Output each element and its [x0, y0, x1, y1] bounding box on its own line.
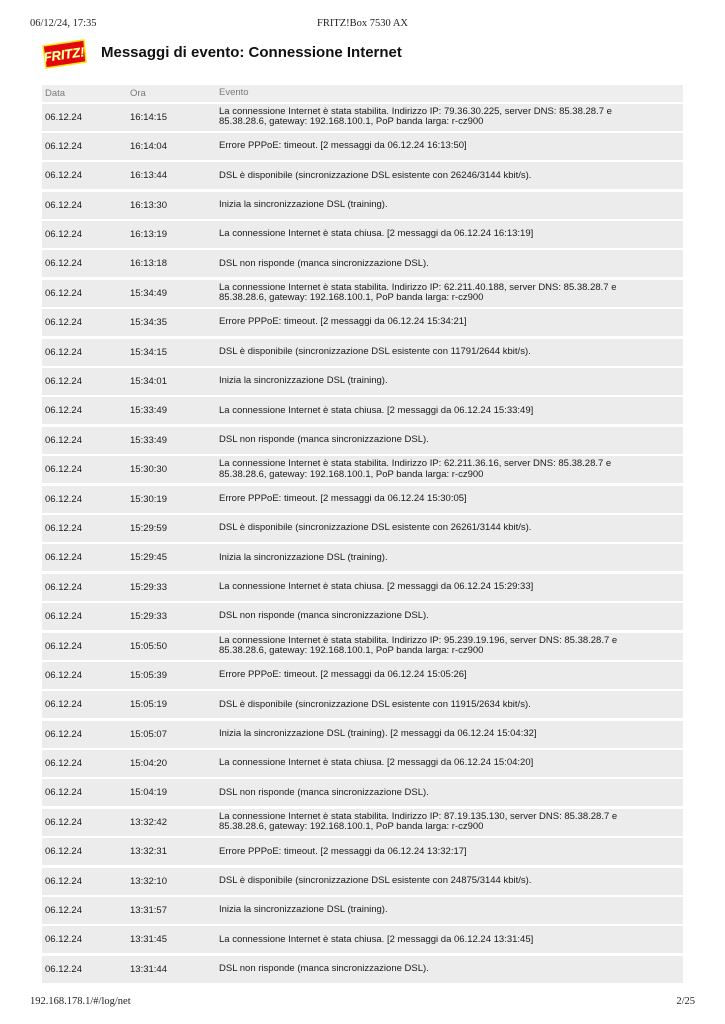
row-time: 13:32:42 — [130, 816, 167, 828]
row-event: La connessione Internet è stata stabilita. Indirizzo IP: 79.36.30.225, server DNS: 85.38.28.7 e 85.38.28.6, gateway: 192.168.100.1, PoP banda larga: r-cz900 — [219, 105, 612, 127]
row-date: 06.12.24 — [45, 728, 82, 740]
table-header — [42, 85, 683, 102]
print-page-number: 2/25 — [676, 996, 695, 1007]
row-date: 06.12.24 — [45, 346, 82, 358]
table-row — [42, 574, 683, 601]
table-row — [42, 721, 683, 748]
row-date: 06.12.24 — [45, 434, 82, 446]
row-time: 15:05:50 — [130, 640, 167, 652]
table-body — [42, 104, 683, 983]
row-date: 06.12.24 — [45, 317, 82, 329]
row-date: 06.12.24 — [45, 758, 82, 770]
row-event: La connessione Internet è stata chiusa. [2 messaggi da 06.12.24 15:04:20] — [219, 757, 534, 769]
row-date: 06.12.24 — [45, 229, 82, 241]
row-event: DSL non risponde (manca sincronizzazione DSL). — [219, 434, 429, 446]
row-time: 15:33:49 — [130, 434, 167, 446]
row-date: 06.12.24 — [45, 522, 82, 534]
row-event: DSL è disponibile (sincronizzazione DSL esistente con 24875/3144 kbit/s). — [219, 874, 532, 886]
row-date: 06.12.24 — [45, 963, 82, 975]
row-date: 06.12.24 — [45, 405, 82, 417]
row-date: 06.12.24 — [45, 699, 82, 711]
row-time: 13:32:10 — [130, 875, 167, 887]
table-row — [42, 192, 683, 219]
row-time: 15:34:01 — [130, 376, 167, 388]
table-row — [42, 691, 683, 718]
row-event: DSL non risponde (manca sincronizzazione DSL). — [219, 963, 429, 975]
table-row — [42, 838, 683, 865]
row-time: 16:14:15 — [130, 111, 167, 123]
row-time: 15:04:19 — [130, 787, 167, 799]
row-date: 06.12.24 — [45, 581, 82, 593]
row-event: La connessione Internet è stata stabilita. Indirizzo IP: 62.211.36.16, server DNS: 85.38.28.7 e 85.38.28.6, gateway: 192.168.100.1, PoP banda larga: r-cz900 — [219, 458, 612, 480]
table-row — [42, 486, 683, 513]
row-time: 15:05:19 — [130, 699, 167, 711]
row-event: Errore PPPoE: timeout. [2 messaggi da 06.12.24 16:13:50] — [219, 140, 467, 152]
row-date: 06.12.24 — [45, 287, 82, 299]
event-log-table — [42, 85, 683, 983]
row-date: 06.12.24 — [45, 669, 82, 681]
row-event: Errore PPPoE: timeout. [2 messaggi da 06.12.24 15:34:21] — [219, 316, 467, 328]
row-event: DSL non risponde (manca sincronizzazione DSL). — [219, 786, 429, 798]
row-date: 06.12.24 — [45, 934, 82, 946]
row-event: La connessione Internet è stata chiusa. [2 messaggi da 06.12.24 15:29:33] — [219, 581, 534, 592]
row-time: 15:34:49 — [130, 287, 167, 299]
table-row — [42, 515, 683, 542]
print-header — [30, 18, 695, 32]
table-row — [42, 633, 683, 660]
svg-text:FRITZ!: FRITZ! — [42, 44, 86, 65]
row-date: 06.12.24 — [45, 846, 82, 858]
row-time: 16:14:04 — [130, 140, 167, 152]
row-date: 06.12.24 — [45, 611, 82, 623]
row-time: 16:13:30 — [130, 199, 167, 211]
table-row — [42, 368, 683, 395]
column-header-date: Data — [45, 88, 66, 99]
table-row — [42, 809, 683, 836]
table-row — [42, 456, 683, 483]
row-date: 06.12.24 — [45, 905, 82, 917]
row-event: La connessione Internet è stata stabilita. Indirizzo IP: 95.239.19.196, server DNS: 85.38.28.7 e 85.38.28.6, gateway: 192.168.100.1, PoP banda larga: r-cz900 — [219, 634, 618, 657]
row-time: 15:29:45 — [130, 552, 167, 564]
table-row — [42, 339, 683, 366]
row-time: 13:32:31 — [130, 846, 167, 858]
table-row — [42, 104, 683, 131]
row-event: La connessione Internet è stata stabilita. Indirizzo IP: 62.211.40.188, server DNS: 85.38.28.7 e 85.38.28.6, gateway: 192.168.100.1, PoP banda larga: r-cz900 — [219, 281, 617, 304]
table-row — [42, 221, 683, 248]
row-event: DSL è disponibile (sincronizzazione DSL esistente con 11791/2644 kbit/s). — [219, 345, 531, 357]
row-time: 15:29:33 — [130, 581, 167, 593]
row-event: Inizia la sincronizzazione DSL (training). — [219, 551, 388, 563]
row-date: 06.12.24 — [45, 464, 82, 476]
row-date: 06.12.24 — [45, 787, 82, 799]
table-row — [42, 162, 683, 189]
row-event: Inizia la sincronizzazione DSL (training). — [219, 375, 388, 387]
row-time: 15:34:15 — [130, 346, 167, 358]
column-header-time: Ora — [130, 88, 146, 99]
row-date: 06.12.24 — [45, 493, 82, 505]
print-title: FRITZ!Box 7530 AX — [316, 18, 408, 29]
row-time: 15:29:59 — [130, 522, 167, 534]
row-event: Inizia la sincronizzazione DSL (training). [2 messaggi da 06.12.24 15:04:32] — [219, 727, 537, 739]
table-row — [42, 309, 683, 336]
row-date: 06.12.24 — [45, 258, 82, 270]
row-date: 06.12.24 — [45, 376, 82, 388]
table-row — [42, 280, 683, 307]
table-row — [42, 750, 683, 777]
row-event: La connessione Internet è stata chiusa. [2 messaggi da 06.12.24 15:33:49] — [219, 404, 534, 416]
row-time: 15:05:07 — [130, 728, 167, 740]
table-row — [42, 662, 683, 689]
row-time: 16:13:44 — [130, 170, 167, 182]
row-event: Errore PPPoE: timeout. [2 messaggi da 06.12.24 13:32:17] — [219, 845, 467, 857]
table-row — [42, 427, 683, 454]
row-event: La connessione Internet è stata stabilita. Indirizzo IP: 87.19.135.130, server DNS: 85.38.28.7 e 85.38.28.6, gateway: 192.168.100.1, PoP banda larga: r-cz900 — [219, 810, 618, 833]
table-row — [42, 603, 683, 630]
table-row — [42, 544, 683, 571]
row-time: 15:04:20 — [130, 758, 167, 770]
row-date: 06.12.24 — [45, 111, 82, 123]
print-datetime: 06/12/24, 17:35 — [30, 18, 97, 29]
row-time: 13:31:44 — [130, 963, 167, 975]
row-date: 06.12.24 — [45, 640, 82, 652]
table-row — [42, 897, 683, 924]
row-time: 16:13:19 — [130, 229, 167, 241]
table-row — [42, 956, 683, 983]
row-date: 06.12.24 — [45, 552, 82, 564]
row-event: DSL non risponde (manca sincronizzazione DSL). — [219, 257, 429, 269]
fritz-logo-icon — [40, 38, 88, 70]
row-time: 13:31:57 — [130, 905, 167, 917]
print-footer — [30, 996, 695, 1010]
row-event: Inizia la sincronizzazione DSL (training). — [219, 904, 388, 916]
row-event: DSL è disponibile (sincronizzazione DSL esistente con 26246/3144 kbit/s). — [219, 169, 532, 181]
table-row — [42, 133, 683, 160]
column-header-event: Evento — [219, 87, 249, 99]
page-title: Messaggi di evento: Connessione Internet — [101, 44, 402, 61]
row-event: DSL è disponibile (sincronizzazione DSL esistente con 11915/2634 kbit/s). — [219, 698, 531, 710]
row-event: DSL non risponde (manca sincronizzazione DSL). — [219, 610, 429, 622]
print-url: 192.168.178.1/#/log/net — [30, 996, 131, 1007]
row-event: Errore PPPoE: timeout. [2 messaggi da 06.12.24 15:05:26] — [219, 669, 467, 681]
table-row — [42, 926, 683, 953]
row-time: 15:05:39 — [130, 669, 167, 681]
row-event: Inizia la sincronizzazione DSL (training). — [219, 198, 388, 210]
row-event: DSL è disponibile (sincronizzazione DSL esistente con 26261/3144 kbit/s). — [219, 522, 532, 534]
row-date: 06.12.24 — [45, 816, 82, 828]
row-event: La connessione Internet è stata chiusa. [2 messaggi da 06.12.24 13:31:45] — [219, 933, 534, 945]
row-time: 15:33:49 — [130, 405, 167, 417]
row-event: Errore PPPoE: timeout. [2 messaggi da 06.12.24 15:30:05] — [219, 492, 467, 504]
row-time: 16:13:18 — [130, 258, 167, 270]
row-date: 06.12.24 — [45, 140, 82, 152]
row-date: 06.12.24 — [45, 875, 82, 887]
row-date: 06.12.24 — [45, 199, 82, 211]
table-row — [42, 868, 683, 895]
row-time: 15:34:35 — [130, 317, 167, 329]
row-time: 15:30:30 — [130, 464, 167, 476]
row-date: 06.12.24 — [45, 170, 82, 182]
table-row — [42, 779, 683, 806]
row-time: 15:30:19 — [130, 493, 167, 505]
row-time: 15:29:33 — [130, 611, 167, 623]
row-time: 13:31:45 — [130, 934, 167, 946]
table-row — [42, 250, 683, 277]
row-event: La connessione Internet è stata chiusa. [2 messaggi da 06.12.24 16:13:19] — [219, 228, 534, 240]
table-row — [42, 397, 683, 424]
